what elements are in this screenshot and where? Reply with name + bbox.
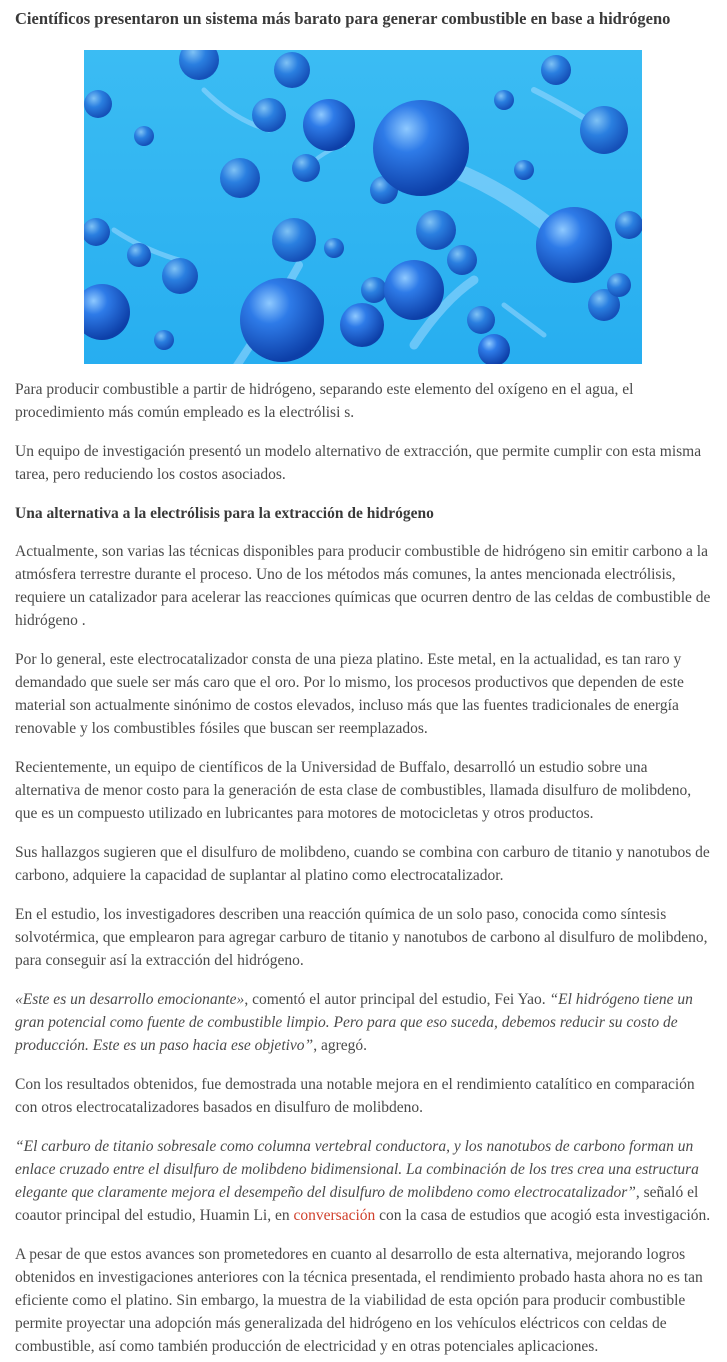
paragraph: Con los resultados obtenidos, fue demostrada una notable mejora en el rendimiento catalítico en comparación con otros electrocatalizadores basados en disulfuro de molibdeno. — [15, 1076, 695, 1116]
section-heading: Una alternativa a la electrólisis para la extracción de hidrógeno — [15, 505, 434, 522]
paragraph: Recientemente, un equipo de científicos de la Universidad de Buffalo, desarrolló un estudio sobre una alternativa de menor costo para la generación de esta clase de combustibles, llamada disulfuro de molibdeno, que es un compuesto utilizado en lubricantes para motores de motocicletas y otros productos. — [15, 759, 692, 822]
paragraph: A pesar de que estos avances son prometedores en cuanto al desarrollo de esta alternativa, mejorando logros obtenidos en investigaciones anteriores con la técnica presentada, el rendimiento probado hasta ahora no es tan eficiente como el platino. Sin embargo, la muestra de la viabilidad de esta opción para producir combustible permite proyectar una adopción más generalizada del hidrógeno en los vehículos eléctricos con celdas de combustible, así como también producción de electricidad y en otras potenciales aplicaciones. — [15, 1246, 703, 1355]
paragraph: Sus hallazgos sugieren que el disulfuro de molibdeno, cuando se combina con carburo de titanio y nanotubos de carbono, adquiere la capacidad de suplantar al platino como electrocatalizador. — [15, 844, 710, 884]
paragraph: Actualmente, son varias las técnicas disponibles para producir combustible de hidrógeno sin emitir carbono a la atmósfera terrestre durante el proceso. Uno de los métodos más comunes, la antes mencionada electrólisis, requiere un catalizador para acelerar las reacciones químicas que ocurren dentro de las celdas de combustible de hidrógeno . — [15, 543, 711, 629]
quote-paragraph — [15, 1135, 715, 1227]
article-title: Científicos presentaron un sistema más barato para generar combustible en base a hidrógeno — [15, 9, 671, 28]
quote-attribution: , comentó el autor principal del estudio, Fei Yao. — [244, 991, 550, 1008]
quote-text: “El carburo de titanio sobresale como columna vertebral conductora, y los nanotubos de carbono forman un enlace cruzado entre el disulfuro de molibdeno bidimensional. La combinación de los tres crea una estructura elegante que claramente mejora el desempeño del disulfuro de molibdeno como electrocatalizador” — [15, 1138, 699, 1201]
conversation-link[interactable]: conversación — [293, 1207, 376, 1224]
paragraph: En el estudio, los investigadores describen una reacción química de un solo paso, conocida como síntesis solvotérmica, que emplearon para agregar carburo de titanio y nanotubos de carbono al disulfuro de molibdeno, para conseguir así la extracción del hidrógeno. — [15, 906, 708, 969]
paragraph: Para producir combustible a partir de hidrógeno, separando este elemento del oxígeno en el agua, el procedimiento más común empleado es la electrólisi s. — [15, 381, 634, 421]
paragraph: Un equipo de investigación presentó un modelo alternativo de extracción, que permite cumplir con esta misma tarea, pero reduciendo los costos asociados. — [15, 443, 702, 483]
quote-paragraph — [15, 988, 715, 1057]
paragraph: Por lo general, este electrocatalizador consta de una pieza platino. Este metal, en la actualidad, es tan raro y demandado que suele ser más caro que el oro. Por lo mismo, los procesos productivos que dependen de este material son actualmente sinónimo de costos elevados, incluso más que las fuentes tradicionales de energía renovable y los combustibles fósiles que buscan ser reemplazados. — [15, 651, 684, 737]
quote-attribution: , señaló el coautor principal del estudio, Huamin Li, en — [15, 1184, 699, 1224]
quote-attribution-end: con la casa de estudios que acogió esta investigación. — [375, 1207, 711, 1224]
quote-text: “El hidrógeno tiene un gran potencial como fuente de combustible limpio. Pero para que eso suceda, debemos reducir su costo de producción. Este es un paso hacia ese objetivo” — [15, 991, 693, 1054]
quote-attribution-end: , agregó. — [313, 1037, 367, 1054]
hydrogen-molecules-image — [84, 50, 642, 364]
quote-text: «Este es un desarrollo emocionante» — [15, 991, 245, 1008]
